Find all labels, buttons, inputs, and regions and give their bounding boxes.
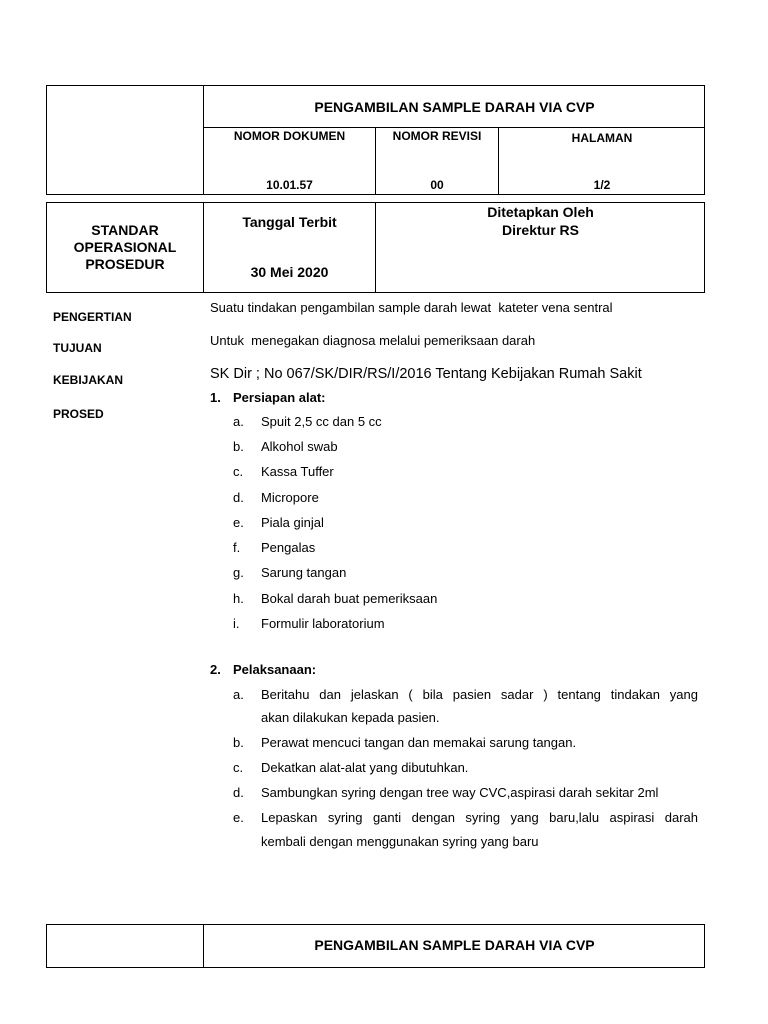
list-item-text: Formulir laboratorium	[261, 616, 385, 631]
prosed-label: PROSED	[53, 407, 104, 421]
list-item-letter: i.	[233, 616, 240, 631]
pengertian-text: Suatu tindakan pengambilan sample darah lewat kateter vena sentral	[210, 300, 613, 315]
tujuan-label: TUJUAN	[53, 341, 102, 355]
sop-label-line3: PROSEDUR	[85, 256, 165, 272]
pengertian-label: PENGERTIAN	[53, 310, 132, 324]
sop-label-line1: STANDAR	[91, 222, 159, 238]
pelaksanaan-title: Pelaksanaan:	[233, 662, 317, 677]
list-item	[233, 760, 698, 778]
list-item-line1: Beritahu dan jelaskan ( bila pasien sadar ) tentang tindakan yang	[261, 687, 698, 702]
ditetapkan-line2: Direktur RS	[501, 222, 580, 238]
list-item-line2: akan dilakukan kepada pasien.	[261, 710, 440, 725]
nomor-revisi-value: 00	[430, 178, 444, 192]
list-item-line2: kembali dengan menggunakan syring yang baru	[261, 834, 539, 849]
list-item	[233, 785, 698, 803]
list-item	[233, 591, 703, 609]
list-item-letter: d.	[233, 785, 244, 800]
nomor-dokumen-value: 10.01.57	[266, 178, 313, 192]
sop-label-line2: OPERASIONAL	[73, 239, 177, 255]
list-item	[233, 735, 698, 753]
list-item-letter: e.	[233, 515, 244, 530]
list-item-letter: c.	[233, 464, 244, 479]
persiapan-title: Persiapan alat:	[233, 390, 326, 405]
list-item-text: Bokal darah buat pemeriksaan	[261, 591, 438, 606]
list-item	[233, 515, 703, 533]
kebijakan-label: KEBIJAKAN	[53, 373, 124, 387]
nomor-revisi-label: NOMOR REVISI	[392, 129, 482, 143]
list-item-text: Spuit 2,5 cc dan 5 cc	[261, 414, 382, 429]
list-item-letter: a.	[233, 414, 244, 429]
list-item	[233, 464, 703, 482]
list-item	[233, 616, 703, 634]
list-item-text: Micropore	[261, 490, 319, 505]
nomor-dokumen-label: NOMOR DOKUMEN	[233, 129, 346, 143]
sop-label	[47, 222, 203, 273]
list-item-letter: d.	[233, 490, 244, 505]
ditetapkan-oleh	[376, 203, 705, 239]
list-item-letter: b.	[233, 439, 244, 454]
list-item-letter: f.	[233, 540, 241, 555]
list-item	[233, 439, 703, 457]
list-item	[233, 490, 703, 508]
tanggal-terbit-value: 30 Mei 2020	[250, 264, 329, 280]
list-item-text: Sarung tangan	[261, 565, 347, 580]
document-title: PENGAMBILAN SAMPLE DARAH VIA CVP	[314, 99, 595, 115]
footer-title: PENGAMBILAN SAMPLE DARAH VIA CVP	[314, 937, 595, 953]
tanggal-terbit-label: Tanggal Terbit	[242, 214, 337, 230]
halaman-label: HALAMAN	[571, 131, 633, 145]
list-item-line1: Lepaskan syring ganti dengan syring yang baru,lalu aspirasi darah	[261, 810, 698, 825]
list-item-letter: b.	[233, 735, 244, 750]
ditetapkan-line1: Ditetapkan Oleh	[487, 204, 594, 220]
list-item-letter: a.	[233, 687, 244, 702]
pelaksanaan-number: 2.	[210, 662, 221, 677]
list-item	[233, 540, 703, 558]
header-title-divider	[203, 127, 705, 128]
persiapan-number: 1.	[210, 390, 221, 405]
list-item-letter: e.	[233, 810, 244, 825]
list-item-line1: Perawat mencuci tangan dan memakai sarung tangan.	[261, 735, 577, 750]
list-item-line1: Dekatkan alat-alat yang dibutuhkan.	[261, 760, 469, 775]
list-item-text: Piala ginjal	[261, 515, 324, 530]
list-item-text: Alkohol swab	[261, 439, 338, 454]
list-item-text: Kassa Tuffer	[261, 464, 334, 479]
list-item-letter: g.	[233, 565, 244, 580]
list-item	[233, 414, 703, 432]
list-item-letter: c.	[233, 760, 244, 775]
halaman-value: 1/2	[593, 178, 611, 192]
tujuan-text: Untuk menegakan diagnosa melalui pemeriksaan darah	[210, 333, 536, 348]
list-item-line1: Sambungkan syring dengan tree way CVC,aspirasi darah sekitar 2ml	[261, 785, 659, 800]
list-item	[233, 687, 698, 727]
list-item	[233, 810, 698, 850]
kebijakan-text: SK Dir ; No 067/SK/DIR/RS/I/2016 Tentang Kebijakan Rumah Sakit	[210, 366, 642, 382]
list-item-letter: h.	[233, 591, 244, 606]
list-item	[233, 565, 703, 583]
list-item-text: Pengalas	[261, 540, 316, 555]
